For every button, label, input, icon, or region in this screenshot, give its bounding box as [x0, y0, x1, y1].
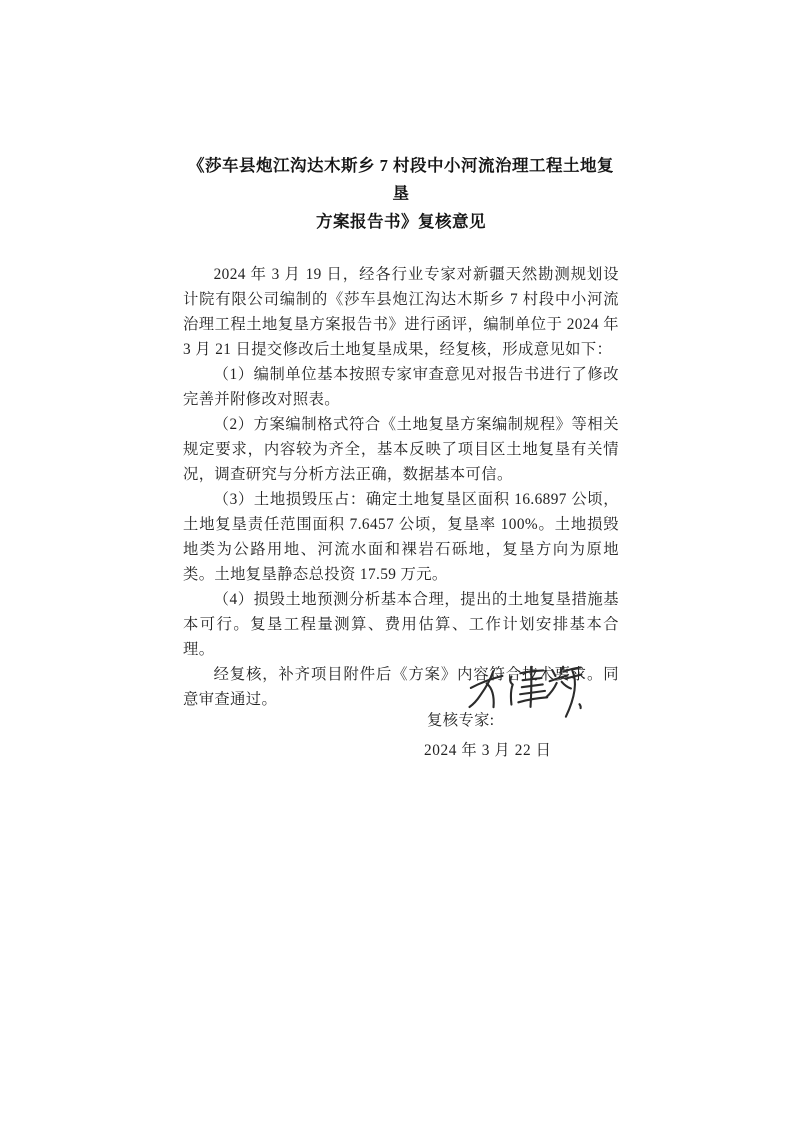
document-title-line-2: 方案报告书》复核意见 — [316, 212, 486, 231]
document-title-line-1: 《莎车县炮江沟达木斯乡 7 村段中小河流治理工程土地复垦 — [188, 156, 614, 203]
body-paragraph-item-2: （2）方案编制格式符合《土地复垦方案编制规程》等相关规定要求，内容较为齐全，基本反映了项目区土地复垦有关情况，调查研究与分析方法正确，数据基本可信。 — [183, 416, 619, 483]
body-paragraph-intro: 2024 年 3 月 19 日，经各行业专家对新疆天然勘测规划设计院有限公司编制的《莎车县炮江沟达木斯乡 7 村段中小河流治理工程土地复垦方案报告书》进行函评，编制单位于 2024 年 3 月 21 日提交修改后土地复垦成果，经复核，形成意见如下： — [183, 266, 619, 358]
document-title — [183, 152, 619, 236]
body-paragraph-item-1: （1）编制单位基本按照专家审查意见对报告书进行了修改完善并附修改对照表。 — [183, 366, 619, 408]
review-date: 2024 年 3 月 22 日 — [424, 742, 552, 759]
body-paragraph-conclusion: 经复核，补齐项目附件后《方案》内容符合技术要求。同意审查通过。 — [183, 666, 619, 708]
body-paragraph-item-3: （3）土地损毁压占：确定土地复垦区面积 16.6897 公顷，土地复垦责任范围面积 7.6457 公顷，复垦率 100%。土地损毁地类为公路用地、河流水面和裸岩石砾地，复垦方向为原地类。土地复垦静态总投资 17.59 万元。 — [183, 491, 619, 583]
reviewer-label: 复核专家: — [427, 712, 495, 729]
document-content — [183, 152, 619, 712]
body-paragraph-item-4: （4）损毁土地预测分析基本合理，提出的土地复垦措施基本可行。复垦工程量测算、费用估算、工作计划安排基本合理。 — [183, 591, 619, 658]
document-body — [183, 262, 619, 712]
signature-handwriting-icon — [465, 658, 589, 726]
